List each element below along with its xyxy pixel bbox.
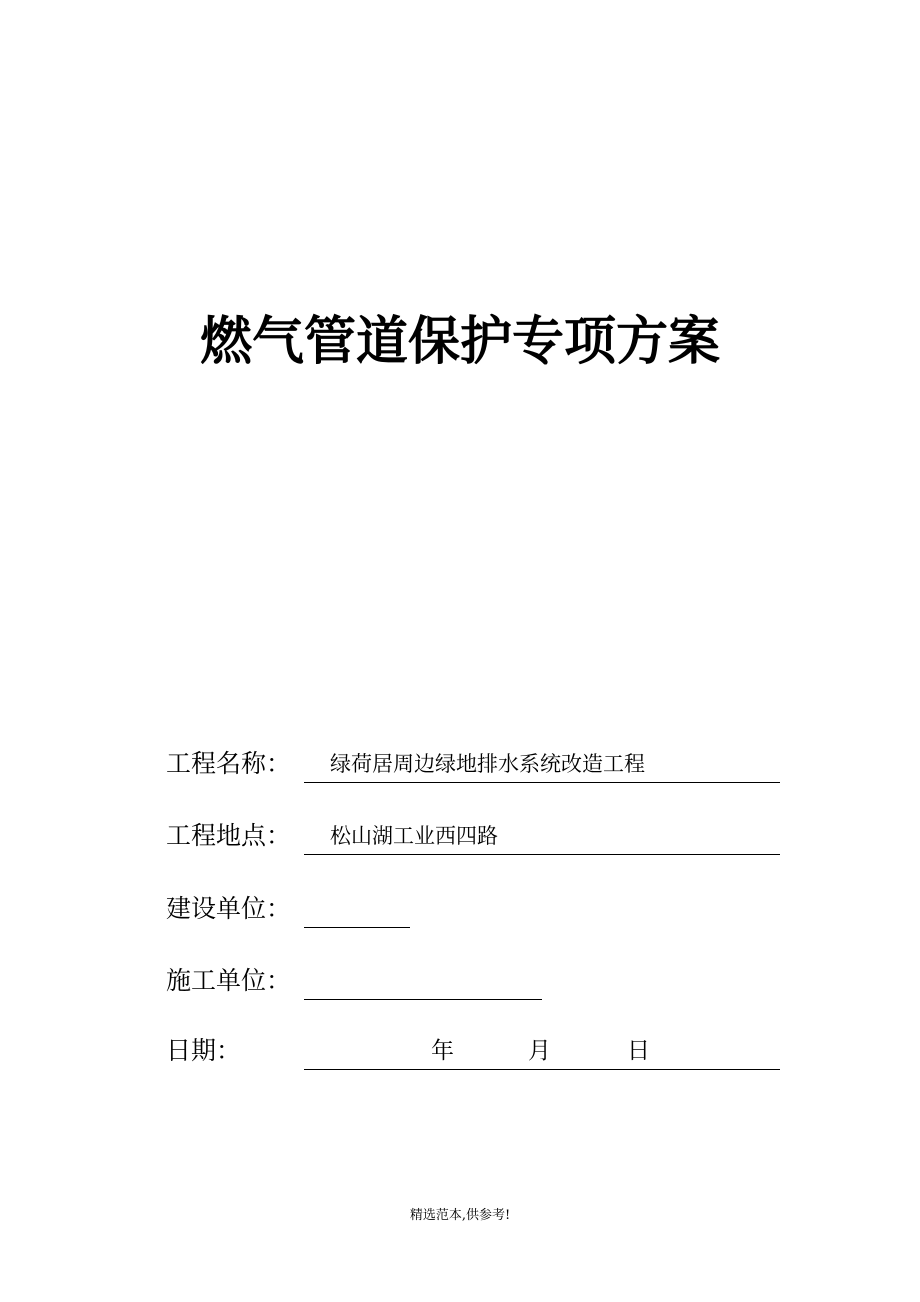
date-month: 月 [528,1038,551,1064]
project-name-label: 工程名称： [166,749,292,778]
construction-unit-label: 建设单位： [166,894,292,923]
project-name-value: 绿荷居周边绿地排水系统改造工程 [330,752,645,776]
project-location-label: 工程地点： [166,821,292,850]
contractor-unit-label: 施工单位： [166,966,292,995]
project-name-underline [304,746,780,783]
date-day: 日 [627,1038,650,1064]
document-title: 燃气管道保护专项方案 [199,312,720,372]
project-location-underline [304,818,780,855]
contractor-unit-underline [304,963,542,1000]
date-label: 日期： [166,1036,242,1065]
date-underline [304,1033,780,1070]
construction-unit-underline [304,891,410,928]
date-year: 年 [431,1038,454,1064]
project-location-value: 松山湖工业西四路 [330,824,498,848]
footer-note: 精选范本,供参考! [409,1208,511,1223]
